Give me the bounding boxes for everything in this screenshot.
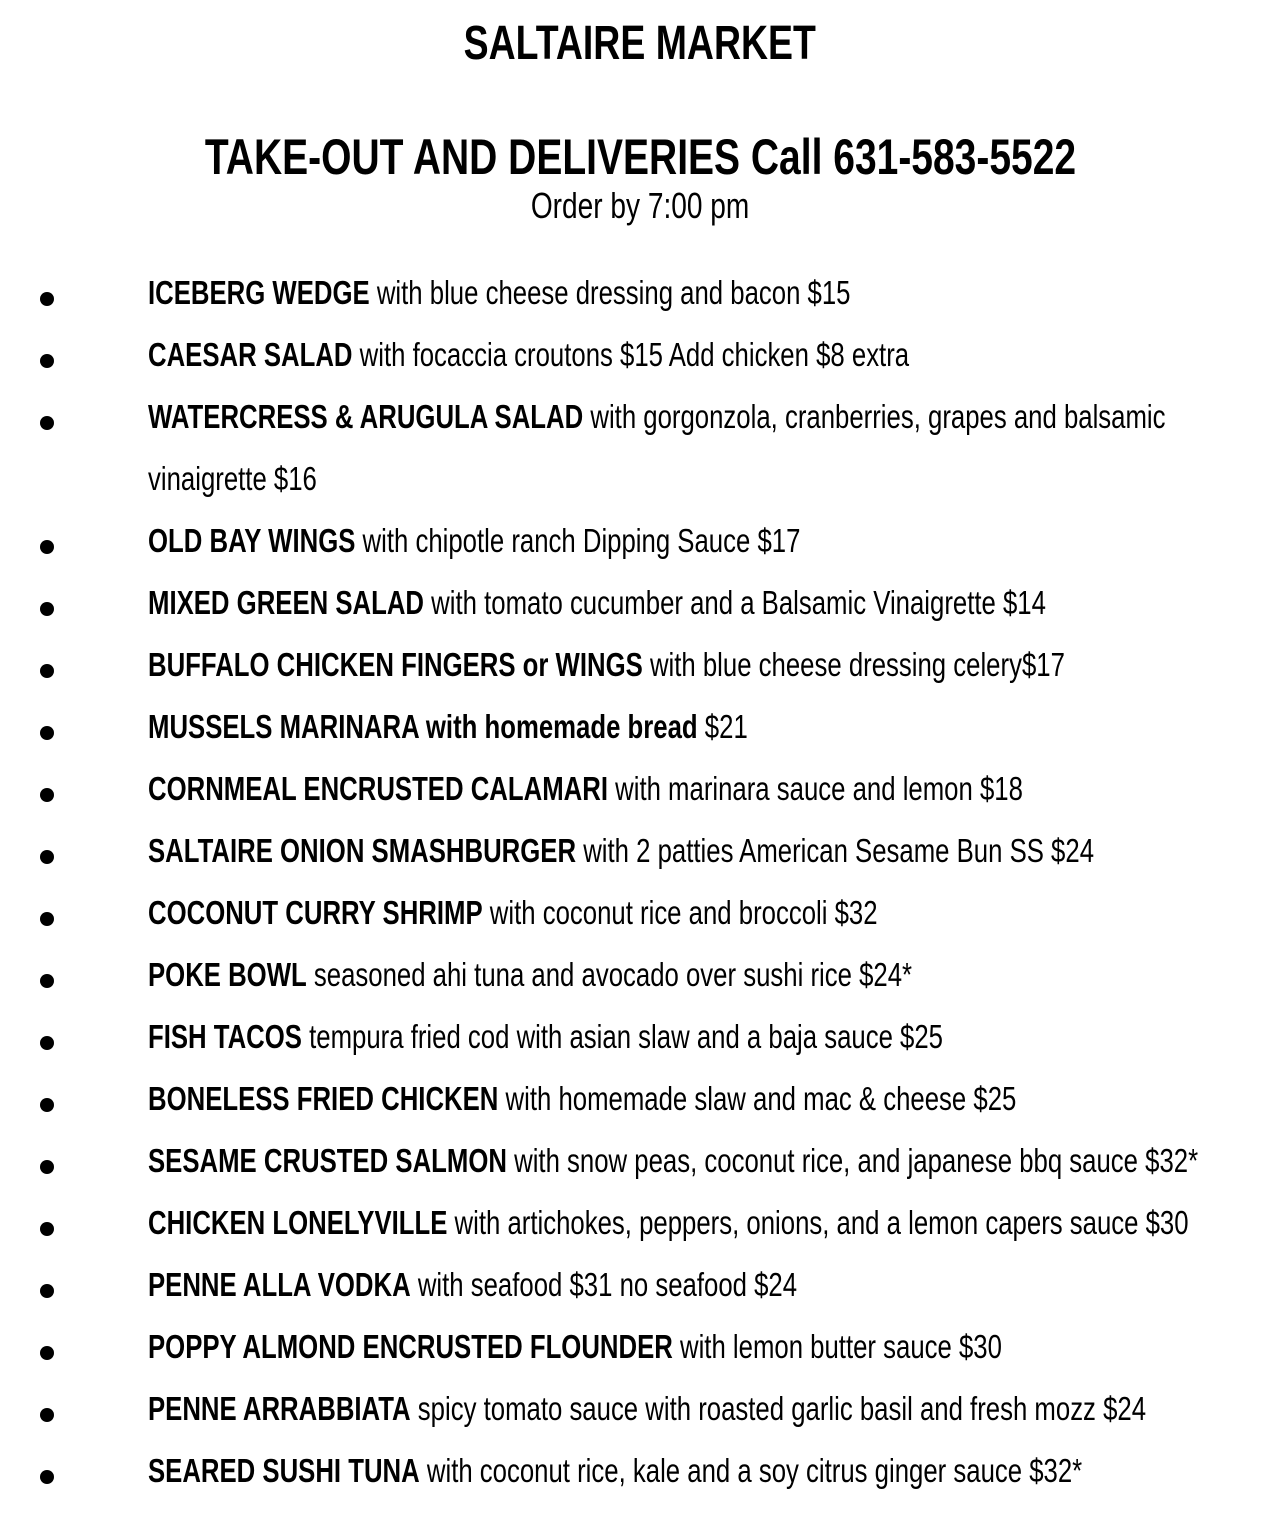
bullet-icon xyxy=(40,510,56,572)
menu-item-name: CAESAR SALAD xyxy=(148,336,353,373)
menu-item-description: tempura fried cod with asian slaw and a baja sauce $25 xyxy=(301,1018,943,1055)
bullet-icon xyxy=(40,1068,56,1130)
menu-item-description: with coconut rice and broccoli $32 xyxy=(482,894,878,931)
bullet-icon xyxy=(40,324,56,386)
bullet-icon xyxy=(40,1254,56,1316)
menu-item xyxy=(0,262,1280,324)
menu-item-name: SESAME CRUSTED SALMON xyxy=(148,1142,507,1179)
menu-item xyxy=(0,1440,1280,1502)
menu-item xyxy=(0,758,1280,820)
menu-item-description: with chipotle ranch Dipping Sauce $17 xyxy=(355,522,801,559)
menu-item-description: with tomato cucumber and a Balsamic Vinaigrette $14 xyxy=(424,584,1046,621)
menu-item-description: with homemade slaw and mac & cheese $25 xyxy=(498,1080,1017,1117)
bullet-icon xyxy=(40,572,56,634)
menu-item-name: CHICKEN LONELYVILLE xyxy=(148,1204,448,1241)
menu-item xyxy=(0,820,1280,882)
bullet-icon xyxy=(40,1316,56,1378)
menu-item-description: with focaccia croutons $15 Add chicken $8 extra xyxy=(352,336,910,373)
menu-item xyxy=(0,1006,1280,1068)
page-title xyxy=(0,14,1280,74)
bullet-icon xyxy=(40,1192,56,1254)
menu-item-name: WATERCRESS & ARUGULA SALAD xyxy=(148,398,584,435)
menu-item-description: with blue cheese dressing and bacon $15 xyxy=(369,274,851,311)
bullet-icon xyxy=(40,758,56,820)
menu-item-description: spicy tomato sauce with roasted garlic basil and fresh mozz $24 xyxy=(410,1390,1147,1427)
menu-item xyxy=(0,634,1280,696)
menu-item-name: OLD BAY WINGS xyxy=(148,522,356,559)
bullet-icon xyxy=(40,1130,56,1192)
bullet-icon xyxy=(40,634,56,696)
menu-item-description: with blue cheese dressing celery$17 xyxy=(642,646,1065,683)
menu-item xyxy=(0,572,1280,634)
menu-item-name: BONELESS FRIED CHICKEN xyxy=(148,1080,499,1117)
bullet-icon xyxy=(40,1378,56,1440)
bullet-icon xyxy=(40,820,56,882)
order-deadline-text: Order by 7:00 pm xyxy=(530,185,750,226)
menu-item-name: FISH TACOS xyxy=(148,1018,302,1055)
menu-item xyxy=(0,696,1280,758)
menu-item-description: with lemon butter sauce $30 xyxy=(672,1328,1002,1365)
menu-item xyxy=(0,386,1280,510)
menu-item-description: with artichokes, peppers, onions, and a lemon capers sauce $30 xyxy=(447,1204,1189,1241)
menu-item xyxy=(0,1378,1280,1440)
menu-item xyxy=(0,1130,1280,1192)
bullet-icon xyxy=(40,696,56,758)
bullet-icon xyxy=(40,944,56,1006)
menu-item-name: CORNMEAL ENCRUSTED CALAMARI xyxy=(148,770,608,807)
menu-item-name: PENNE ARRABBIATA xyxy=(148,1390,411,1427)
bullet-icon xyxy=(40,1006,56,1068)
menu-item-name: POKE BOWL xyxy=(148,956,307,993)
menu-item-name: MUSSELS MARINARA with homemade bread xyxy=(148,708,698,745)
menu-item xyxy=(0,882,1280,944)
bullet-icon xyxy=(40,882,56,944)
menu-item-name: MIXED GREEN SALAD xyxy=(148,584,425,621)
menu-item-description: with 2 patties American Sesame Bun SS $24 xyxy=(576,832,1095,869)
menu-item-name: ICEBERG WEDGE xyxy=(148,274,370,311)
menu-list xyxy=(0,262,1280,1502)
menu-item xyxy=(0,1254,1280,1316)
menu-item-description: $21 xyxy=(697,708,748,745)
menu-item xyxy=(0,944,1280,1006)
menu-item xyxy=(0,1192,1280,1254)
takeout-phone-text: TAKE-OUT AND DELIVERIES Call 631-583-5522 xyxy=(204,129,1076,185)
menu-item-name: BUFFALO CHICKEN FINGERS or WINGS xyxy=(148,646,643,683)
bullet-icon xyxy=(40,1440,56,1502)
menu-item-name: SEARED SUSHI TUNA xyxy=(148,1452,420,1489)
menu-item-description: with seafood $31 no seafood $24 xyxy=(410,1266,798,1303)
menu-item-description: seasoned ahi tuna and avocado over sushi rice $24* xyxy=(306,956,913,993)
menu-item-description: with coconut rice, kale and a soy citrus ginger sauce $32* xyxy=(419,1452,1083,1489)
menu-item-description: with gorgonzola, cranberries, grapes and balsamic vinaigrette $16 xyxy=(148,398,1166,497)
menu-item-name: PENNE ALLA VODKA xyxy=(148,1266,411,1303)
menu-item xyxy=(0,324,1280,386)
menu-item-description: with marinara sauce and lemon $18 xyxy=(607,770,1023,807)
bullet-icon xyxy=(40,386,56,448)
bullet-icon xyxy=(40,262,56,324)
menu-item-name: COCONUT CURRY SHRIMP xyxy=(148,894,483,931)
menu-item-description: with snow peas, coconut rice, and japanese bbq sauce $32* xyxy=(506,1142,1199,1179)
menu-item xyxy=(0,510,1280,572)
menu-item-name: POPPY ALMOND ENCRUSTED FLOUNDER xyxy=(148,1328,673,1365)
order-deadline-note xyxy=(0,184,1280,228)
menu-item xyxy=(0,1316,1280,1378)
menu-item xyxy=(0,1068,1280,1130)
takeout-phone-heading xyxy=(0,126,1280,188)
page-title-text: SALTAIRE MARKET xyxy=(463,17,817,70)
menu-item-name: SALTAIRE ONION SMASHBURGER xyxy=(148,832,577,869)
